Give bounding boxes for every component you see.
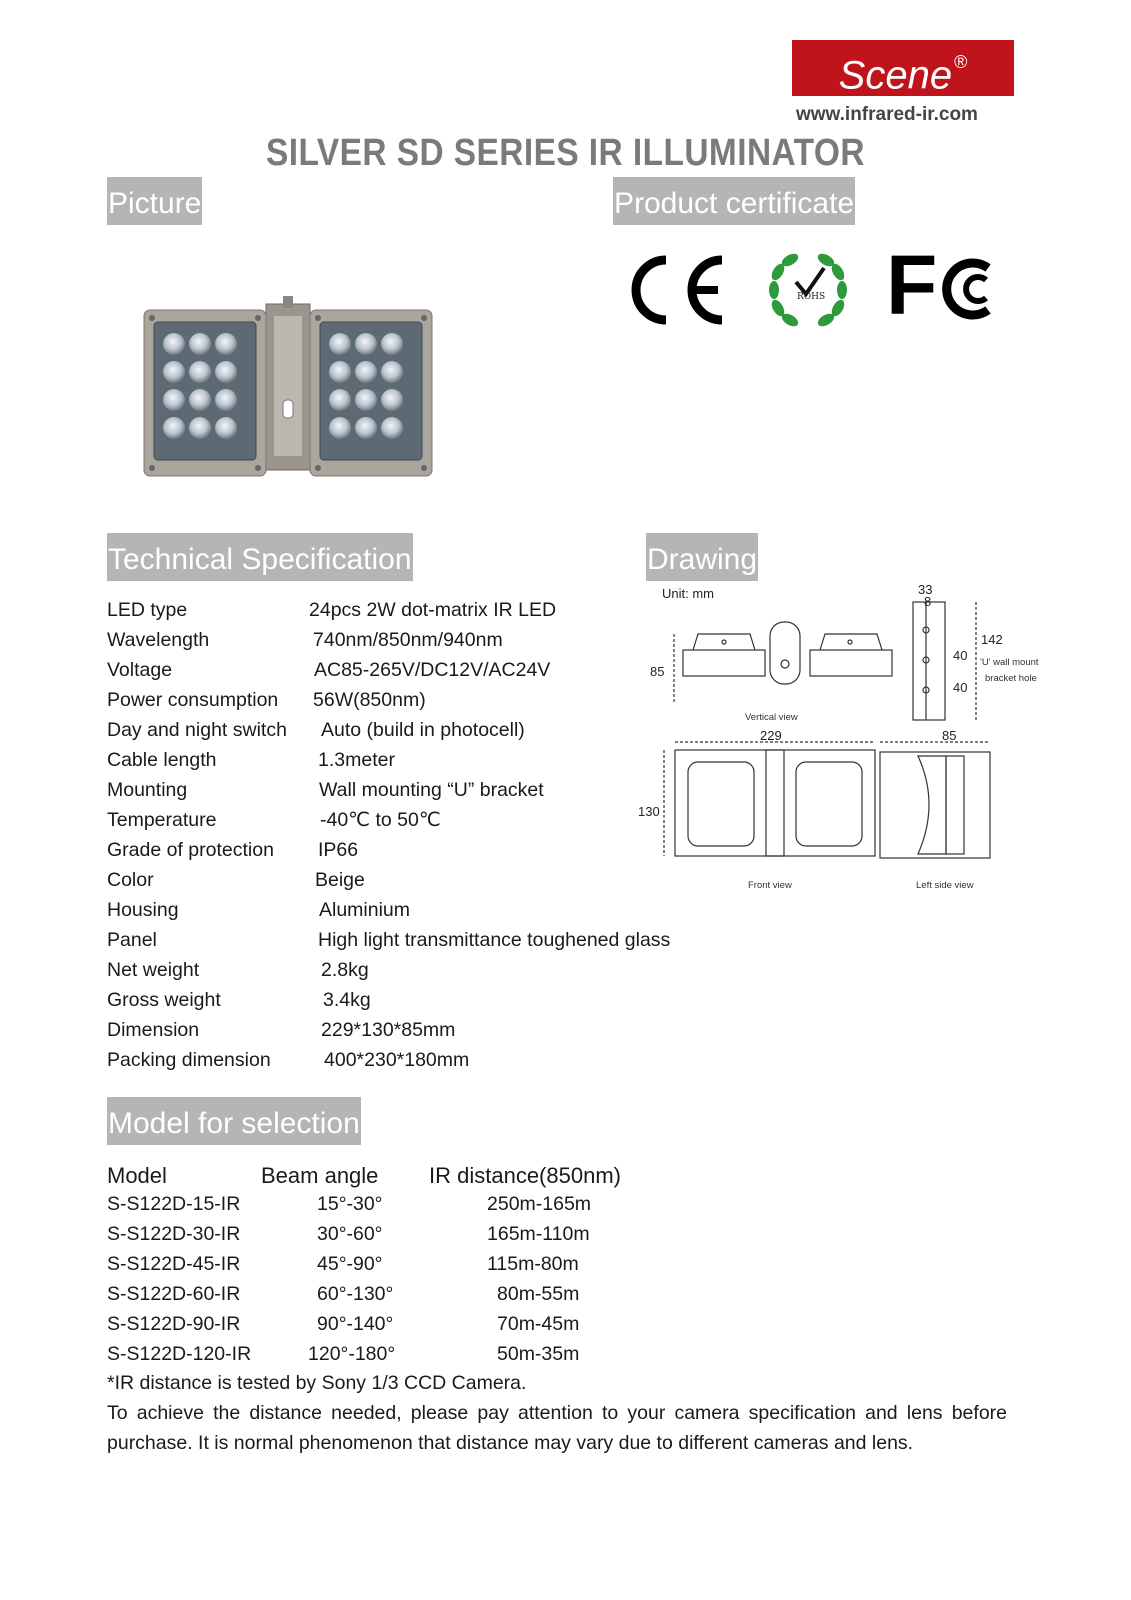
registered-mark: ®: [954, 52, 968, 72]
bracket-note-2: bracket hole: [985, 673, 1037, 684]
vertical-view-right-cap: [820, 634, 882, 650]
spec-value: AC85-265V/DC12V/AC24V: [314, 659, 551, 681]
spec-label: Color: [107, 869, 154, 891]
dim-229: 229: [760, 728, 782, 743]
dim-33: 33: [918, 582, 933, 597]
note-tested: *IR distance is tested by Sony 1/3 CCD Camera.: [107, 1372, 527, 1394]
spec-value: Aluminium: [319, 899, 411, 921]
front-view-label: Front view: [748, 880, 792, 891]
spec-row: [107, 748, 395, 772]
model-distance: 80m-55m: [497, 1283, 580, 1305]
technical-drawing: [638, 582, 1080, 920]
model-distance: 165m-110m: [487, 1223, 590, 1245]
side-view-outline: [880, 752, 990, 858]
model-name: S-S122D-45-IR: [107, 1253, 241, 1275]
spec-value: 3.4kg: [323, 989, 371, 1011]
section-certificate: Product certificate: [613, 177, 855, 225]
spec-value: 56W(850nm): [313, 689, 426, 711]
spec-row: [107, 778, 544, 802]
spec-label: Packing dimension: [107, 1049, 271, 1071]
vertical-view-label: Vertical view: [745, 712, 798, 723]
spec-label: Day and night switch: [107, 719, 287, 741]
spec-label: Gross weight: [107, 989, 221, 1011]
spec-label: Cable length: [107, 749, 217, 771]
note-advice: To achieve the distance needed, please pay attention to your camera specification and lens before purchase. It is normal phenomenon that distance may vary due to different cameras and lens.: [107, 1402, 1007, 1454]
vertical-view-bracket: [770, 622, 800, 684]
side-view-lens: [918, 756, 946, 854]
model-name: S-S122D-60-IR: [107, 1283, 241, 1305]
front-view-left-panel: [688, 762, 754, 846]
vertical-view-left-cap: [693, 634, 755, 650]
spec-label: Panel: [107, 929, 157, 951]
front-view-bracket: [766, 750, 784, 856]
bracket-note-1: 'U' wall mount: [980, 657, 1039, 668]
ce-mark: [618, 250, 730, 330]
rohs-label: ROHS: [797, 292, 826, 302]
spec-value: High light transmittance toughened glass: [318, 929, 671, 951]
model-distance: 250m-165m: [487, 1193, 592, 1215]
brand-logo: [792, 40, 1014, 96]
fcc-label: F: [886, 238, 938, 332]
dim-142: 142: [981, 632, 1003, 647]
spec-row: [107, 598, 557, 622]
model-beam: 45°-90°: [317, 1253, 383, 1275]
spec-row: [107, 928, 671, 952]
spec-label: Power consumption: [107, 689, 279, 711]
model-name: S-S122D-90-IR: [107, 1313, 241, 1335]
product-photo: [140, 296, 440, 480]
front-view-outline: [675, 750, 875, 856]
dim-130: 130: [638, 804, 660, 819]
vertical-view-dot: [722, 640, 726, 644]
spec-label: Wavelength: [107, 629, 210, 651]
spec-value: 229*130*85mm: [321, 1019, 456, 1041]
vertical-view-dot: [848, 640, 852, 644]
header-ir-distance: IR distance(850nm): [429, 1163, 621, 1188]
section-models: Model for selection: [107, 1097, 361, 1145]
spec-value: -40℃ to 50℃: [320, 809, 441, 831]
side-view-fins: [946, 756, 964, 854]
spec-row: [107, 1048, 470, 1072]
spec-value: Auto (build in photocell): [321, 719, 525, 741]
fcc-mark: [886, 238, 1002, 332]
spec-row: [107, 628, 503, 652]
spec-row: [107, 808, 441, 832]
spec-row: [107, 958, 369, 982]
spec-label: Housing: [107, 899, 179, 921]
spec-row: [107, 838, 359, 862]
front-view-right-panel: [796, 762, 862, 846]
vertical-view-left-body: [683, 650, 765, 676]
unit-label: Unit: mm: [662, 586, 714, 601]
header-beam-angle: Beam angle: [261, 1163, 379, 1188]
page-title: SILVER SD SERIES IR ILLUMINATOR: [266, 132, 865, 174]
spec-value: 1.3meter: [318, 749, 395, 771]
brand-name: Scene: [838, 53, 953, 98]
spec-label: Temperature: [107, 809, 217, 831]
spec-value: 2.8kg: [321, 959, 369, 981]
spec-label: Grade of protection: [107, 839, 274, 861]
spec-row: [107, 898, 411, 922]
spec-row: [107, 688, 426, 712]
spec-label: Net weight: [107, 959, 200, 981]
spec-value: 24pcs 2W dot-matrix IR LED: [309, 599, 557, 621]
dim-40-a: 40: [953, 648, 968, 663]
spec-label: Mounting: [107, 779, 188, 801]
dim-85-depth: 85: [942, 728, 957, 743]
rohs-laurel-icon: [760, 248, 856, 332]
model-beam: 30°-60°: [317, 1223, 383, 1245]
vertical-view-hole: [781, 660, 789, 668]
ce-icon: [618, 250, 730, 330]
spec-value: IP66: [318, 839, 359, 861]
spec-value: Beige: [315, 869, 365, 891]
spec-value: 400*230*180mm: [324, 1049, 470, 1071]
model-distance: 70m-45m: [497, 1313, 580, 1335]
fcc-c-icon: [938, 258, 1000, 320]
spec-row: [107, 718, 525, 742]
model-distance: 115m-80m: [487, 1253, 579, 1275]
model-name: S-S122D-15-IR: [107, 1193, 241, 1215]
spec-row: [107, 658, 551, 682]
section-picture: Picture: [107, 177, 202, 225]
section-spec: Technical Specification: [107, 533, 413, 581]
dim-40-b: 40: [953, 680, 968, 695]
spec-label: Dimension: [107, 1019, 200, 1041]
model-beam: 90°-140°: [317, 1313, 394, 1335]
spec-row: [107, 988, 371, 1012]
dim-85: 85: [650, 664, 665, 679]
header-model: Model: [107, 1163, 167, 1188]
section-drawing: Drawing: [646, 533, 758, 581]
dim-8: 8: [924, 594, 932, 609]
spec-label: LED type: [107, 599, 188, 621]
model-name: S-S122D-30-IR: [107, 1223, 241, 1245]
left-view-label: Left side view: [916, 880, 974, 891]
rohs-mark: [760, 248, 856, 332]
model-beam: 60°-130°: [317, 1283, 394, 1305]
model-name: S-S122D-120-IR: [107, 1343, 252, 1365]
spec-row: [107, 1018, 456, 1042]
model-distance: 50m-35m: [497, 1343, 580, 1365]
spec-row: [107, 868, 365, 892]
model-beam: 120°-180°: [308, 1343, 396, 1365]
vertical-view-right-body: [810, 650, 892, 676]
website-url: www.infrared-ir.com: [796, 104, 978, 125]
spec-value: 740nm/850nm/940nm: [313, 629, 503, 651]
spec-value: Wall mounting “U” bracket: [319, 779, 544, 801]
model-beam: 15°-30°: [317, 1193, 383, 1215]
spec-label: Voltage: [107, 659, 173, 681]
